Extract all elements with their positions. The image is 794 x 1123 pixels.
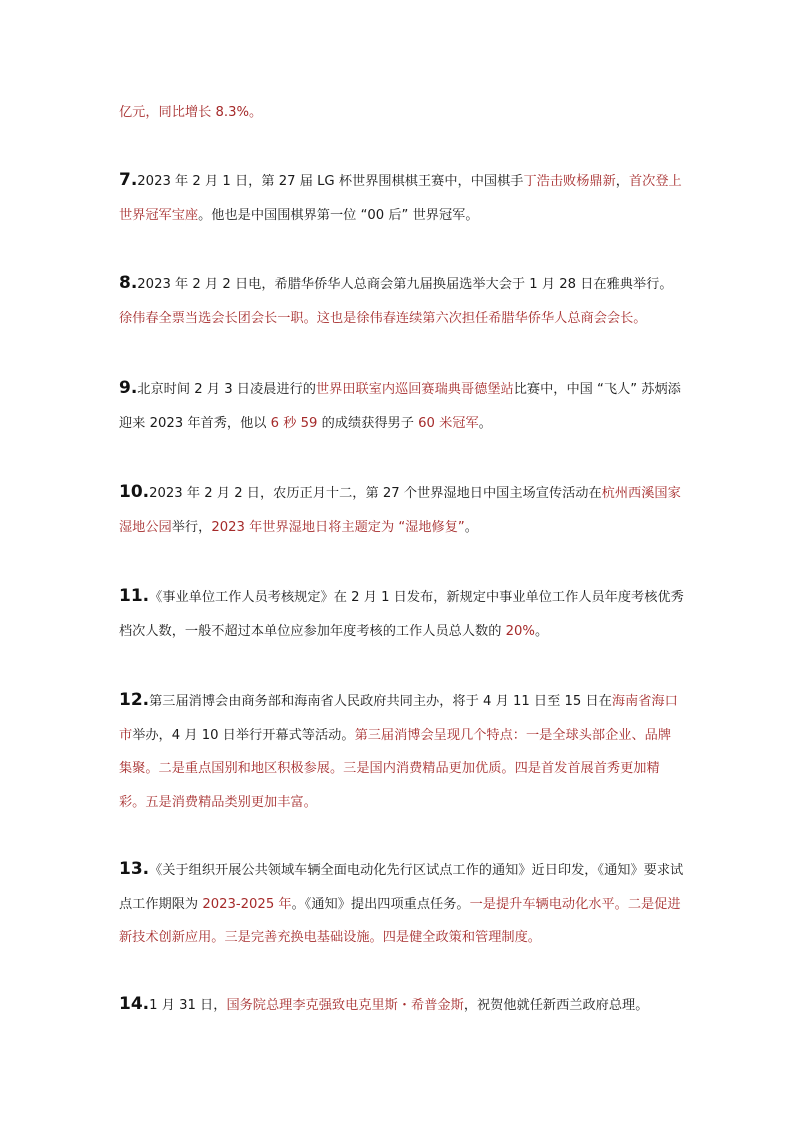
body-text: ，祝贺他就任新西兰政府总理。: [463, 998, 649, 1013]
body-text: 2023 年 2 月 2 日，农历正月十二，第 27 个世界湿地日中国主场宣传活动在: [149, 486, 602, 501]
highlight-text: 首次登上世界冠军宝座: [119, 174, 682, 223]
body-text: 《事业单位工作人员考核规定》在 2 月 1 日发布，新规定中事业单位工作人员年度考核优秀档次人数，一般不超过本单位应参加年度考核的工作人员总人数的: [119, 590, 684, 639]
news-item-9: [119, 372, 684, 440]
highlight-text: 60 米冠军: [418, 415, 479, 431]
body-text: 《关于组织开展公共领域车辆全面电动化先行区试点工作的通知》近日印发，《通知》要求试点工作期限为: [119, 863, 684, 912]
paragraph-continuation: [119, 96, 684, 130]
highlight-text: 6 秒 59: [270, 415, 318, 431]
highlight-text: 20%: [505, 623, 535, 639]
item-number: 7.: [119, 170, 138, 190]
body-text: 第三届消博会由商务部和海南省人民政府共同主办，将于 4 月 11 日至 15 日在: [149, 694, 612, 709]
news-item-14: [119, 988, 684, 1023]
item-number: 13.: [119, 859, 150, 879]
body-text: ，: [615, 174, 629, 189]
highlight-text: 2023 年世界湿地日将主题定为 “湿地修复”: [211, 519, 465, 535]
body-text: 北京时间 2 月 3 日凌晨进行的: [137, 382, 316, 397]
body-text: 比赛中，中国 “飞人” 苏炳添迎来 2023 年首秀，他以: [119, 382, 681, 431]
body-text: 的成绩获得男子: [317, 415, 419, 431]
news-item-12: [119, 684, 684, 819]
item-number: 14.: [119, 994, 150, 1014]
body-text: 。《通知》提出四项重点任务。: [291, 896, 470, 912]
item-number: 11.: [119, 586, 150, 606]
item-number: 12.: [119, 690, 150, 710]
body-text: 。: [534, 623, 549, 639]
body-text: 2023 年 2 月 1 日，第 27 届 LG 杯世界围棋棋王赛中，中国棋手: [137, 174, 524, 189]
news-item-10: [119, 476, 684, 544]
item-number: 9.: [119, 378, 138, 398]
body-text: 1 月 31 日，: [149, 998, 227, 1013]
body-text: 。他也是中国围棋界第一位 “00 后” 世界冠军。: [198, 207, 479, 223]
news-item-11: [119, 580, 684, 648]
highlight-text: 国务院总理李克强致电克里斯・希普金斯: [226, 998, 464, 1013]
news-item-7: [119, 164, 684, 232]
body-text: 举行，: [171, 519, 212, 535]
highlight-text: 世界田联室内巡回赛瑞典哥德堡站: [315, 382, 514, 397]
highlight-text: 第三届消博会呈现几个特点：一是全球头部企业、品牌集聚。二是重点国别和地区积极参展。三是国内消费精品更加优质。四是首发首展首秀更加精彩。五是消费精品类别更加丰富。: [119, 727, 672, 810]
body-text: 2023 年 2 月 2 日电，希腊华侨华人总商会第九届换届选举大会于 1 月 28 日在雅典举行。: [137, 277, 673, 292]
news-item-8: [119, 267, 684, 335]
highlight-text: 海南省海口市: [119, 694, 678, 743]
highlight-text: 徐伟春全票当选会长团会长一职。这也是徐伟春连续第六次担任希腊华侨华人总商会会长。: [119, 310, 647, 326]
item-number: 8.: [119, 273, 138, 293]
item-number: 10.: [119, 482, 150, 502]
body-text: 。: [464, 519, 478, 535]
news-item-13: [119, 853, 684, 955]
highlight-text: 2023-2025 年: [202, 896, 292, 912]
body-text: 。: [478, 415, 492, 431]
highlight-text: 丁浩击败杨鼎新: [523, 174, 616, 189]
highlight-text: 亿元，同比增长 8.3%。: [119, 105, 263, 120]
highlight-text: 一是提升车辆电动化水平。二是促进新技术创新应用。三是完善充换电基础设施。四是健全政策和管理制度。: [119, 896, 681, 945]
body-text: 举办，4 月 10 日举行开幕式等活动。: [132, 727, 355, 743]
highlight-text: 杭州西溪国家湿地公园: [119, 486, 681, 535]
